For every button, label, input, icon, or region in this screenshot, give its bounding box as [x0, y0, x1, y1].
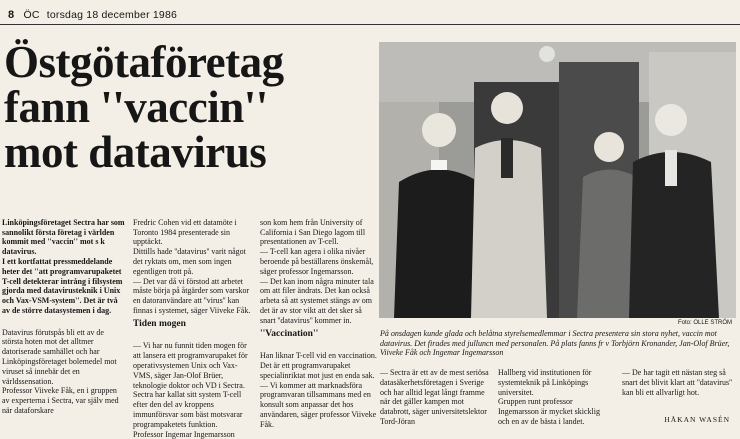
article-column-2: [133, 208, 253, 439]
article-column-5: Hallberg vid institutionen för systemteknik på Linköpings universitet. Gruppen runt professor Ingemarsson är mycket skicklig och en av de bästa i landet.: [498, 368, 600, 426]
header-rule: [0, 24, 740, 25]
article-column-4: — Sectra är ett av de mest seriösa datasäkerhetsföretagen i Sverige och har alltid legat långt framme när det gäller kampen mot databrott, säger universitetslektor Tord-Jöran: [380, 368, 489, 426]
column-1-body: Datavirus förutspås bli ett av de största hoten mot det alltmer datoriserade samhället och har Linköpingsföretaget bolemedel mot viruset så innebär det en världssensation. Professor Viiveke Fåk, en i gruppen av experterna i Sectra, var själv med när dataforskare: [2, 327, 119, 415]
article-column-1: [2, 208, 126, 426]
subheading-tiden-mogen: Tiden mogen: [133, 318, 186, 329]
headline-line-3: mot datavirus: [4, 127, 267, 177]
photo-credit: Foto: OLLE STRÖM: [677, 320, 732, 326]
column-3-text-2: Han liknar T-cell vid en vaccination. Det är ett programvarupaket specialinriktat mot just en enda sak. — Vi kommer att marknadsföra programvaran tillsammans med en konsult som anpassar det hos användaren, säger professor Viiveke Fåk.: [260, 351, 377, 429]
headline-line-1: Östgötaföretag: [4, 37, 284, 87]
photo-illustration: [379, 42, 736, 318]
headline: [4, 37, 374, 177]
lead-paragraph: Linköpingsföretaget Sectra har som sannolikt första företag i världen kommit med ''vaccin'' mot s k datavirus. I ett kortfattat pressmeddelande heter det ''att programvarupaketet T-cell detekterar intrång i filsystem gjorda med datavirusteknik i Unix och Vax-VSM-system''. Det är två av de större datasystemen i dag.: [2, 217, 125, 315]
news-photo: [379, 42, 736, 318]
page-number: 8: [8, 9, 15, 21]
subheading-vaccination: ''Vaccination'': [260, 328, 319, 339]
headline-line-2: fann ''vaccin'': [4, 82, 268, 132]
photo-caption: På onsdagen kunde glada och belåtna styrelsemedlemmar i Sectra presentera sin stora nyhet, vaccin mot datavirus. Det firades med julluncn med personalen. På plats fanns fr v Torbjörn Kronander, Jan-Olof Brüer, Viiveke Fåk och Ingemar Ingemarsson: [380, 329, 730, 357]
author-signature: HÅKAN WASÉN: [664, 415, 730, 424]
column-2-text-2: — Vi har nu funnit tiden mogen för att lansera ett programvarupaket för operativsystemen Unix och Vax-VMS, säger Jan-Olof Brüer, teknologie doktor och VD i Sectra. Sectra har kallat sitt system T-cell efter den del av kroppens immunförsvar som bäst motsvarar programpaketets funktion. Professor Ingemar Ingemarsson: [133, 341, 248, 439]
article-column-3: [260, 208, 378, 430]
newspaper-name: ÖC: [23, 9, 40, 21]
column-2-text-1: Fredric Cohen vid ett datamöte i Toronto 1984 presenterade sin upptäckt. Dittills hade ''datavirus'' varit något det ryktats om, men som ingen egentligen trott på. — Det var då vi förstod att arbetet måste börja på åtgärder som varskor en datoranvändare att ''virus'' kan finnas i systemet, säger Viiveke Fåk.: [133, 217, 251, 315]
column-3-text-1: son kom hem från University of California i San Diego lagom till presentationen av T-cell. — T-cell kan agera i olika nivåer beroende på beställarens önskemål, säger professor Ingemarsson. — Det kan inom några minuter tala om att filer ändrats. Det kan också arbeta så att systemet stängs av om det är av stor vikt att det sker så snart ''datavirus'' kommer in.: [260, 217, 374, 325]
page-header: [8, 9, 177, 21]
article-column-6: — De har tagit ett nästan steg så snart det blivit klart att ''datavirus'' kan bli ett allvarligt hot.: [622, 368, 732, 397]
issue-date: torsdag 18 december 1986: [46, 9, 178, 21]
